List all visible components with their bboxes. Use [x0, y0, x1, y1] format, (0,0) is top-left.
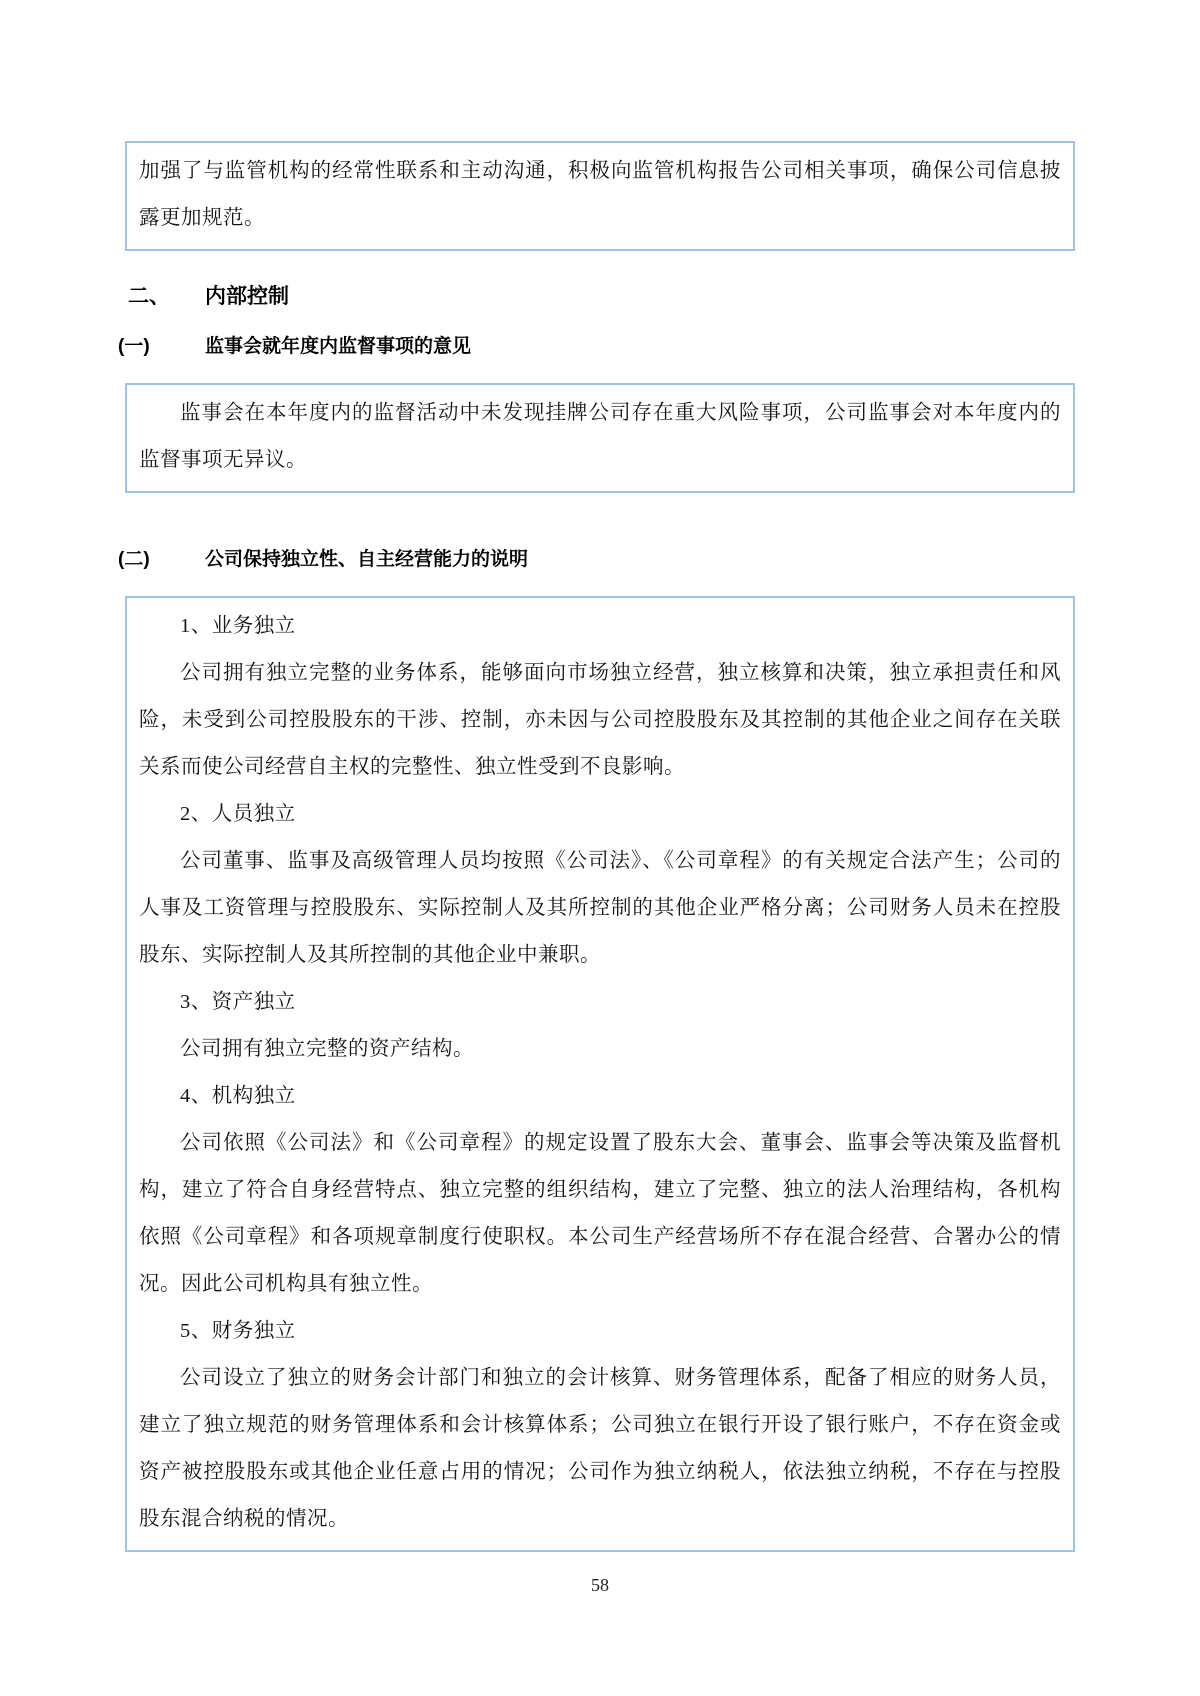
subsection-heading-independence: [118, 549, 1200, 571]
subsection-heading-supervisory-opinion: [118, 336, 1200, 358]
paragraph-business-independence: 公司拥有独立完整的业务体系，能够面向市场独立经营，独立核算和决策，独立承担责任和风险，未受到公司控股股东的干涉、控制，亦未因与公司控股股东及其控制的其他企业之间存在关联关系而使公司经营自主权的完整性、独立性受到不良影响。: [139, 662, 1061, 778]
item-heading-personnel-independence: 2、人员独立: [180, 803, 296, 825]
subsection-title: 公司保持独立性、自主经营能力的说明: [205, 549, 529, 570]
item-heading-financial-independence: 5、财务独立: [180, 1320, 296, 1342]
subsection-title: 监事会就年度内监督事项的意见: [205, 336, 472, 357]
item-heading-business-independence: 1、业务独立: [180, 615, 296, 637]
section-title: 内部控制: [205, 285, 289, 308]
subsection-number: (一): [118, 336, 150, 357]
supervisory-opinion-box: [125, 383, 1075, 493]
continuation-text-box: [125, 141, 1075, 251]
paragraph-asset-independence: 公司拥有独立完整的资产结构。: [180, 1038, 474, 1060]
item-heading-asset-independence: 3、资产独立: [180, 991, 296, 1013]
item-heading-organization-independence: 4、机构独立: [180, 1085, 296, 1107]
paragraph-personnel-independence: 公司董事、监事及高级管理人员均按照《公司法》、《公司章程》的有关规定合法产生；公司的人事及工资管理与控股股东、实际控制人及其所控制的其他企业严格分离；公司财务人员未在控股股东、实际控制人及其所控制的其他企业中兼职。: [139, 850, 1061, 966]
continuation-paragraph: 加强了与监管机构的经常性联系和主动沟通，积极向监管机构报告公司相关事项，确保公司信息披露更加规范。: [139, 160, 1061, 229]
paragraph-financial-independence: 公司设立了独立的财务会计部门和独立的会计核算、财务管理体系，配备了相应的财务人员，建立了独立规范的财务管理体系和会计核算体系；公司独立在银行开设了银行账户，不存在资金或资产被控股股东或其他企业任意占用的情况；公司作为独立纳税人，依法独立纳税，不存在与控股股东混合纳税的情况。: [139, 1367, 1061, 1530]
page-number: 58: [591, 1575, 609, 1595]
paragraph-organization-independence: 公司依照《公司法》和《公司章程》的规定设置了股东大会、董事会、监事会等决策及监督机构，建立了符合自身经营特点、独立完整的组织结构，建立了完整、独立的法人治理结构，各机构依照《公司章程》和各项规章制度行使职权。本公司生产经营场所不存在混合经营、合署办公的情况。因此公司机构具有独立性。: [139, 1132, 1061, 1295]
section-number: 二、: [128, 285, 170, 308]
subsection-number: (二): [118, 549, 150, 570]
supervisory-opinion-paragraph: 监事会在本年度内的监督活动中未发现挂牌公司存在重大风险事项，公司监事会对本年度内的监督事项无异议。: [139, 402, 1061, 471]
section-heading-internal-control: [128, 285, 1200, 309]
independence-statement-box: [125, 596, 1075, 1552]
